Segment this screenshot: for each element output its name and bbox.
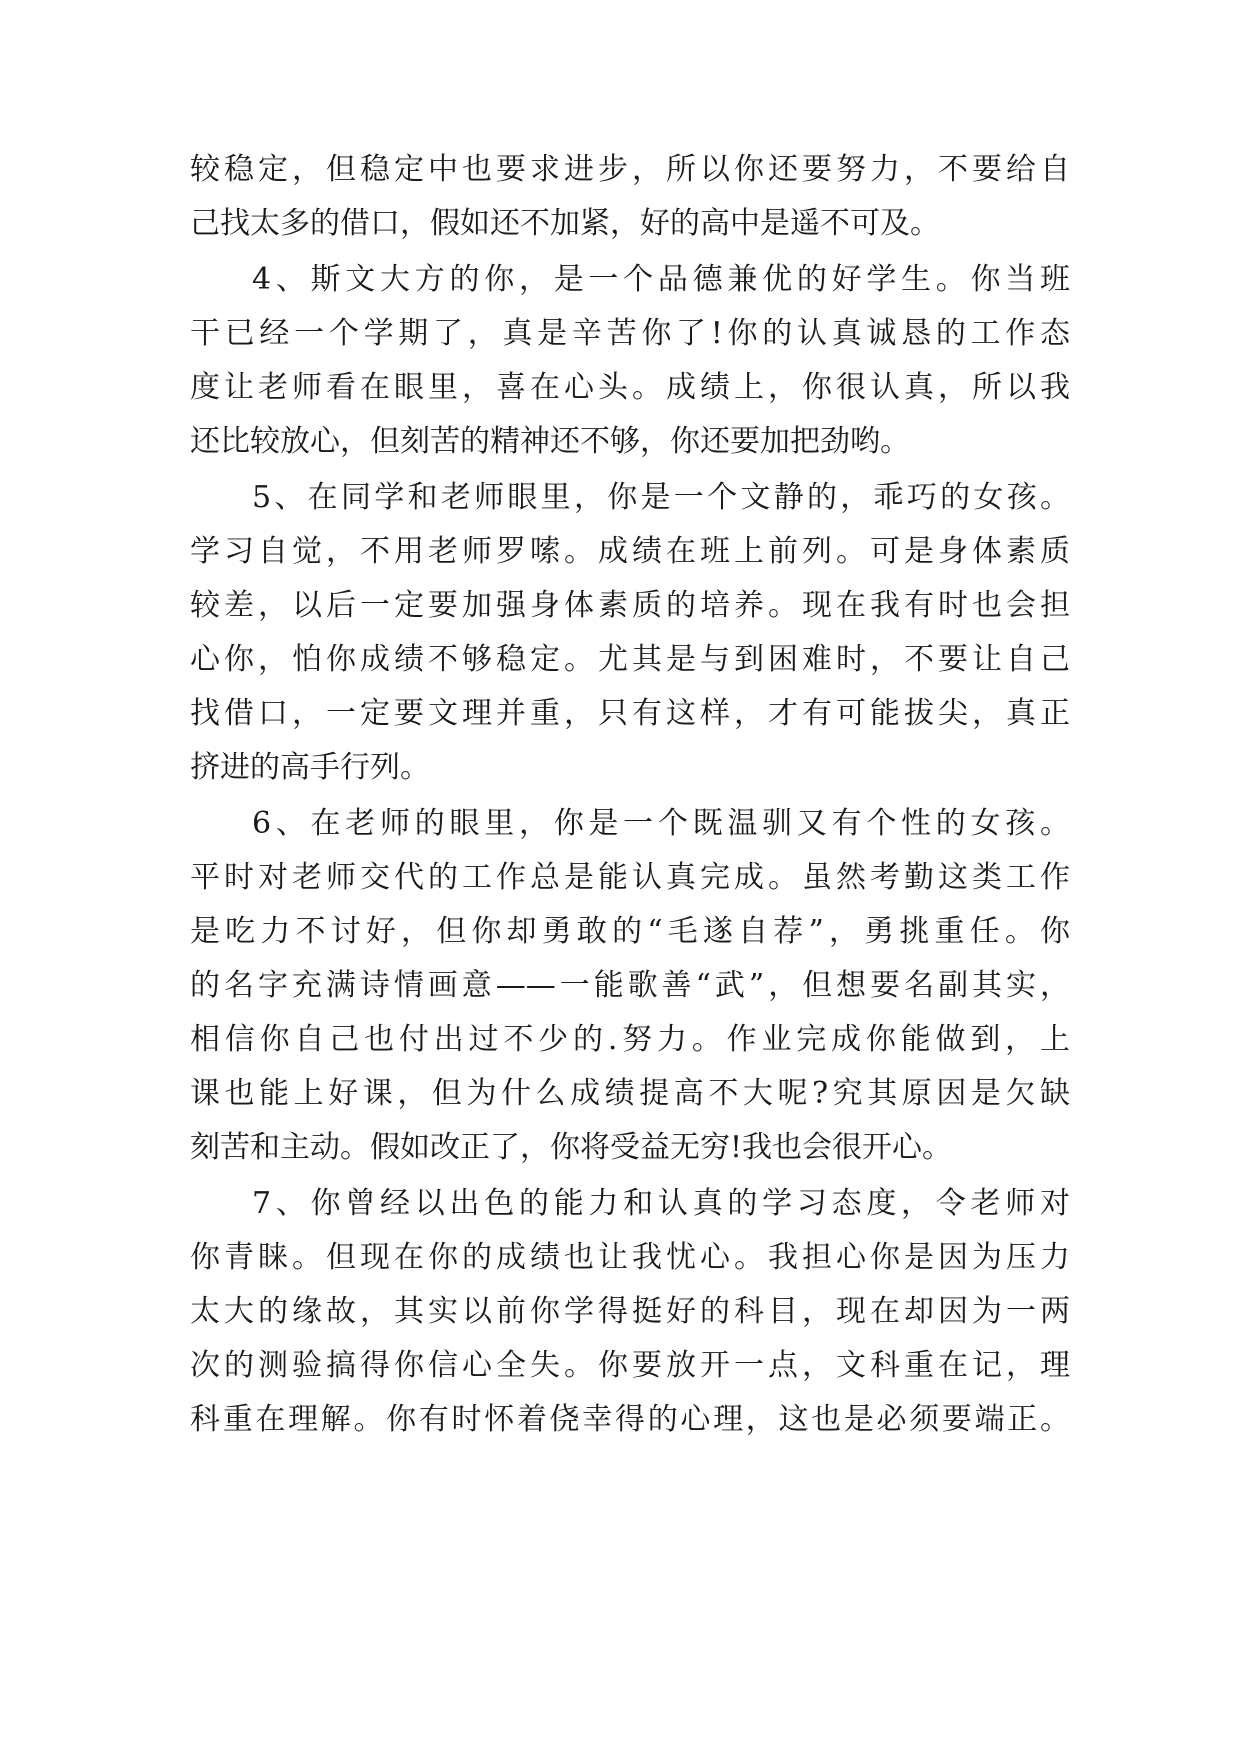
text-line: 挤进的高手行列。 (190, 750, 430, 785)
text-line: 干已经一个学期了，真是辛苦你了!你的认真诚恳的工作态 (190, 316, 1070, 351)
text-line: 是吃力不讨好，但你却勇敢的“毛遂自荐”，勇挑重任。你 (190, 914, 1070, 949)
text-line: 还比较放心，但刻苦的精神还不够，你还要加把劲哟。 (190, 424, 910, 459)
text-line: 找借口，一定要文理并重，只有这样，才有可能拔尖，真正 (190, 696, 1070, 731)
text-line: 较稳定，但稳定中也要求进步，所以你还要努力，不要给自 (190, 152, 1070, 187)
paragraph-start-line: 5、在同学和老师眼里，你是一个文静的，乖巧的女孩。 (252, 480, 1070, 515)
paragraph-start-line: 4、斯文大方的你，是一个品德兼优的好学生。你当班 (252, 262, 1070, 297)
paragraph-start-line: 7、你曾经以出色的能力和认真的学习态度，令老师对 (252, 1186, 1070, 1221)
text-line: 心你，怕你成绩不够稳定。尤其是与到困难时，不要让自己 (190, 642, 1070, 677)
text-line: 太大的缘故，其实以前你学得挺好的科目，现在却因为一两 (190, 1294, 1070, 1329)
text-line: 次的测验搞得你信心全失。你要放开一点，文科重在记，理 (190, 1348, 1070, 1383)
text-line: 较差，以后一定要加强身体素质的培养。现在我有时也会担 (190, 588, 1070, 623)
text-line: 平时对老师交代的工作总是能认真完成。虽然考勤这类工作 (190, 860, 1070, 895)
text-line: 课也能上好课，但为什么成绩提高不大呢?究其原因是欠缺 (190, 1076, 1070, 1111)
paragraph-start-line: 6、在老师的眼里，你是一个既温驯又有个性的女孩。 (252, 806, 1070, 841)
text-line: 相信你自己也付出过不少的.努力。作业完成你能做到，上 (190, 1022, 1070, 1057)
text-line: 学习自觉，不用老师罗嗦。成绩在班上前列。可是身体素质 (190, 534, 1070, 569)
text-line: 度让老师看在眼里，喜在心头。成绩上，你很认真，所以我 (190, 370, 1070, 405)
text-line: 你青睐。但现在你的成绩也让我忧心。我担心你是因为压力 (190, 1240, 1070, 1275)
text-line: 的名字充满诗情画意——一能歌善“武”，但想要名副其实， (190, 968, 1070, 1003)
text-line: 科重在理解。你有时怀着侥幸得的心理，这也是必须要端正。 (190, 1402, 1070, 1437)
text-line: 刻苦和主动。假如改正了，你将受益无穷!我也会很开心。 (190, 1130, 953, 1165)
text-line: 己找太多的借口，假如还不加紧，好的高中是遥不可及。 (190, 206, 940, 241)
